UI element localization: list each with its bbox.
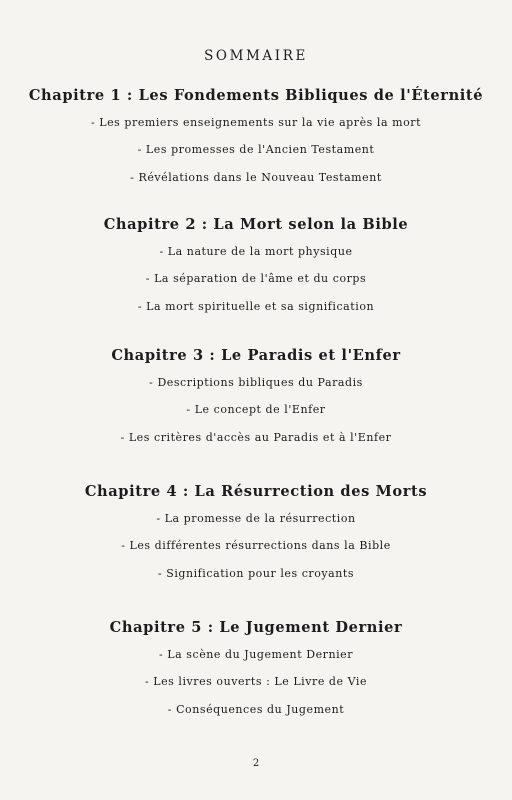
chapter-items — [0, 244, 512, 315]
chapter-4 — [0, 482, 512, 582]
chapter-heading: Chapitre 5 : Le Jugement Dernier — [109, 619, 403, 636]
chapter-5 — [0, 618, 512, 718]
page-title: SOMMAIRE — [204, 48, 308, 64]
chapter-item: - La mort spirituelle et sa signification — [137, 299, 375, 313]
chapter-heading: Chapitre 2 : La Mort selon la Bible — [103, 216, 409, 233]
chapter-item: - Le concept de l'Enfer — [186, 403, 326, 417]
chapter-item: - Les premiers enseignements sur la vie après la mort — [90, 115, 422, 129]
chapter-heading: Chapitre 3 : Le Paradis et l'Enfer — [111, 347, 401, 364]
chapter-2 — [0, 215, 512, 315]
chapter-items — [0, 511, 512, 582]
page-number: 2 — [252, 758, 260, 769]
chapter-item: - Les différentes résurrections dans la Bible — [121, 539, 391, 553]
chapter-1 — [0, 86, 512, 186]
chapter-heading: Chapitre 1 : Les Fondements Bibliques de l'Éternité — [28, 87, 484, 104]
chapter-item: - Signification pour les croyants — [157, 566, 355, 580]
chapter-item: - La nature de la mort physique — [159, 244, 353, 258]
chapter-items — [0, 375, 512, 446]
chapter-heading: Chapitre 4 : La Résurrection des Morts — [84, 483, 428, 500]
chapter-item: - Les critères d'accès au Paradis et à l'Enfer — [120, 430, 392, 444]
chapter-item: - Conséquences du Jugement — [167, 702, 345, 716]
chapter-item: - Les promesses de l'Ancien Testament — [137, 143, 375, 157]
chapter-item: - La promesse de la résurrection — [156, 511, 356, 525]
chapter-item: - Révélations dans le Nouveau Testament — [130, 170, 382, 184]
chapter-item: - La scène du Jugement Dernier — [158, 647, 354, 661]
chapter-3 — [0, 346, 512, 446]
chapter-items — [0, 115, 512, 186]
chapter-item: - La séparation de l'âme et du corps — [145, 272, 367, 286]
chapter-items — [0, 647, 512, 718]
chapter-item: - Les livres ouverts : Le Livre de Vie — [144, 675, 368, 689]
chapter-item: - Descriptions bibliques du Paradis — [149, 375, 363, 389]
